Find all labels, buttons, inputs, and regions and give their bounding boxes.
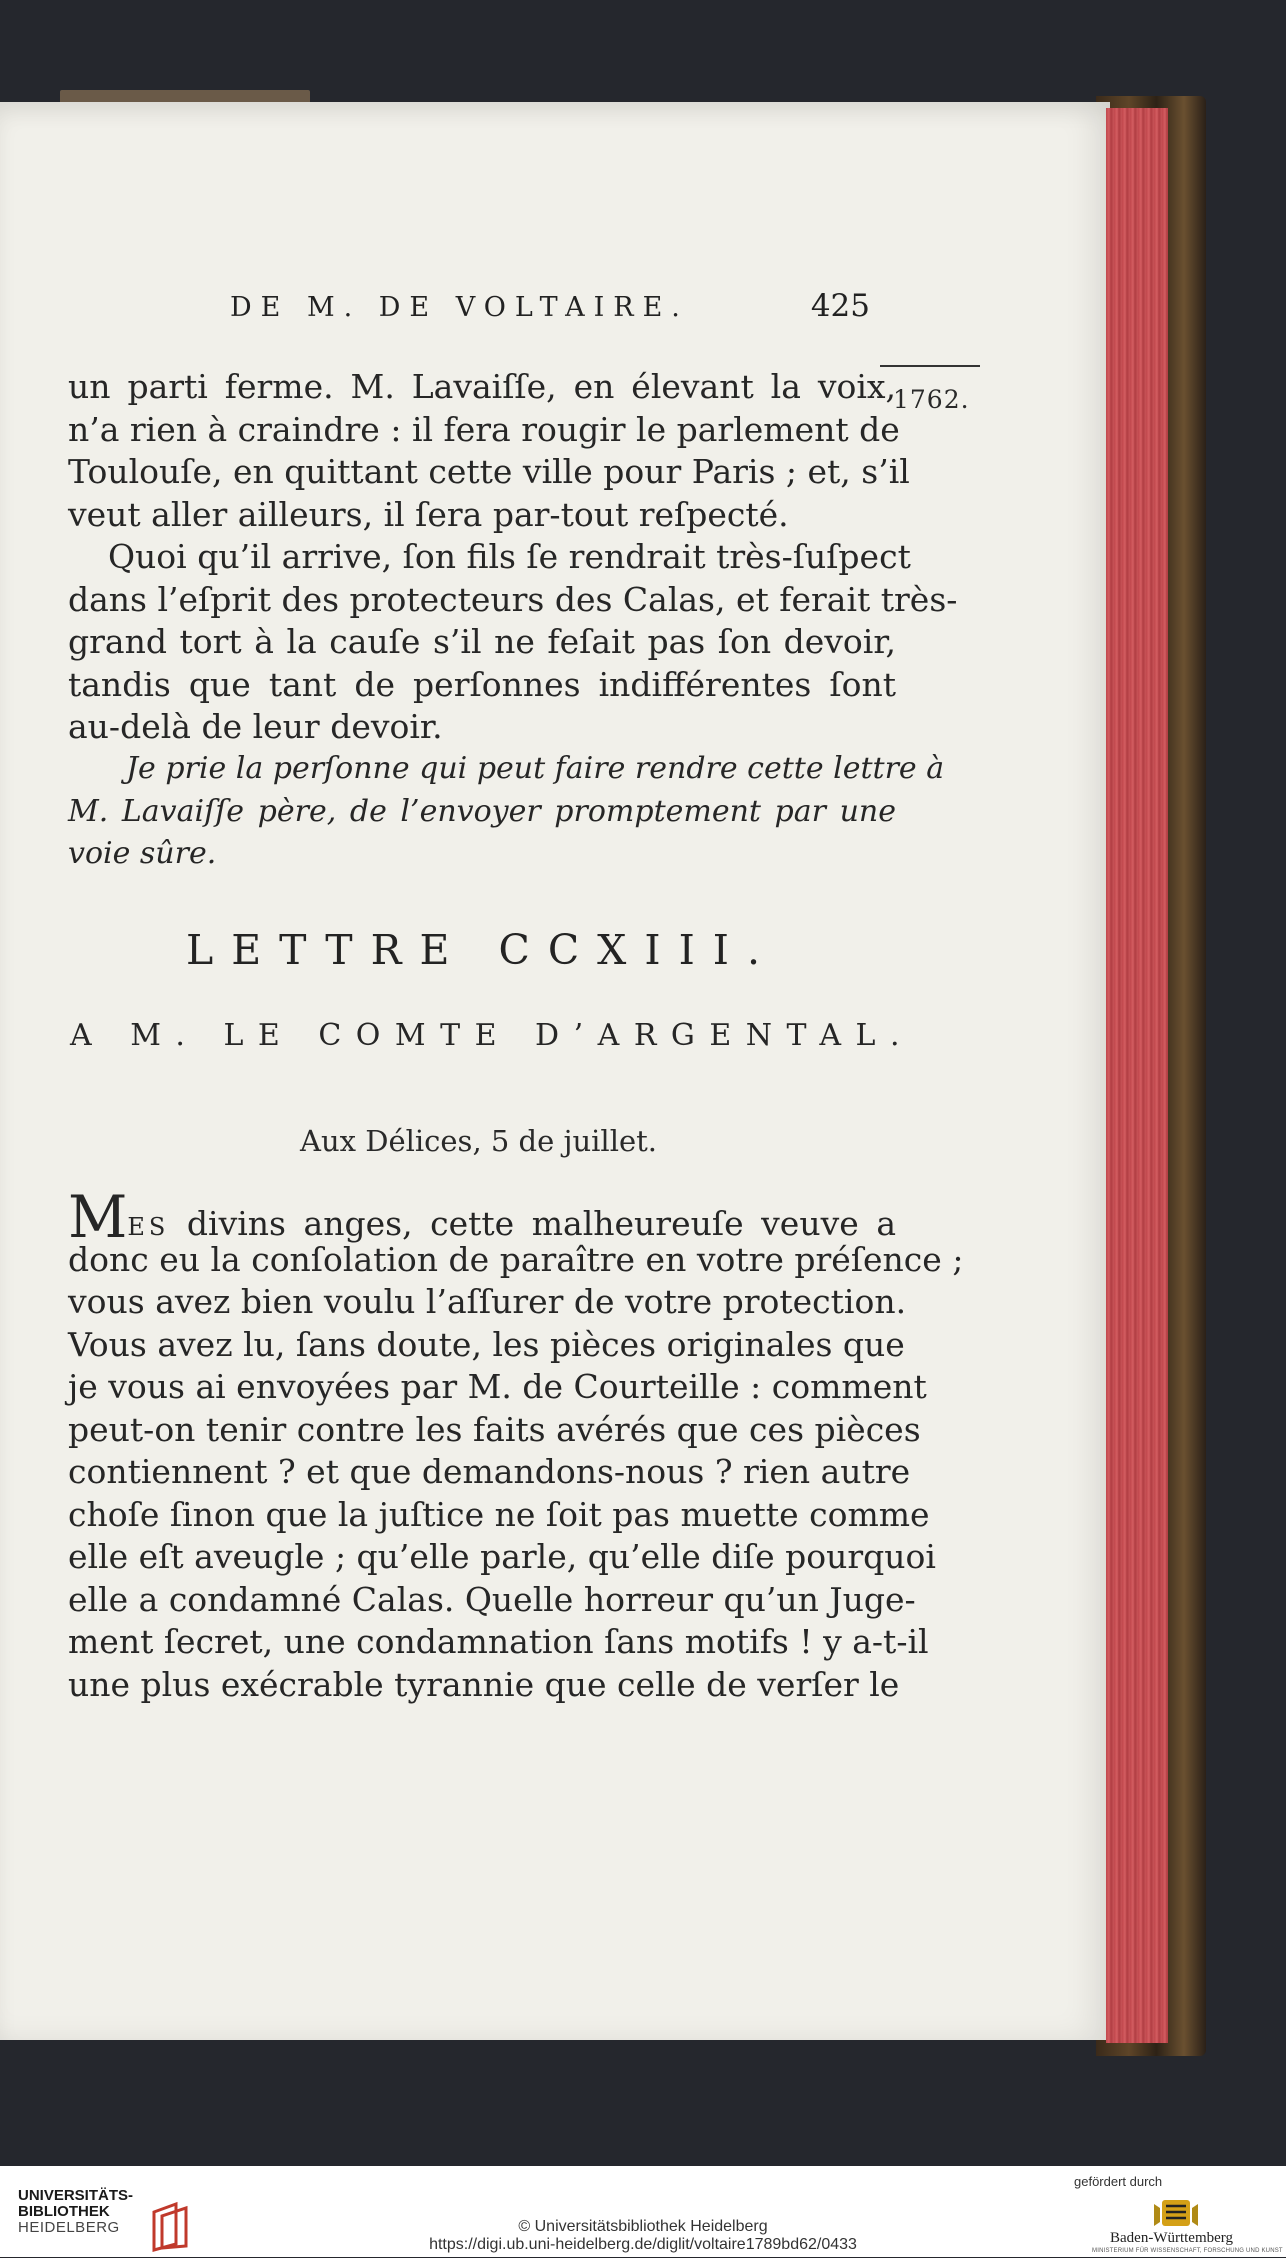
coat-of-arms-icon (1148, 2196, 1204, 2230)
page-number: 425 (810, 288, 870, 324)
text-line: un parti ferme. M. Lavaiſſe, en élevant la voix, (68, 367, 896, 406)
permalink[interactable]: https://digi.ub.uni-heidelberg.de/diglit/voltaire1789bd62/0433 (429, 2236, 857, 2253)
sponsor-subtitle: MINISTERIUM FÜR WISSENSCHAFT, FORSCHUNG UND KUNST (1092, 2248, 1283, 2254)
paragraph-1 (68, 366, 910, 536)
text-line: Toulouſe, en quittant cette ville pour Paris ; et, s’il (68, 452, 910, 491)
text-line: peut-on tenir contre les faits avérés que ces pièces (68, 1409, 921, 1449)
library-name-line-1: UNIVERSITÄTS- (18, 2187, 134, 2204)
margin-year: 1762. (893, 385, 970, 414)
text-line (68, 1183, 896, 1251)
letter-body (68, 1183, 964, 1706)
text-line: tandis que tant de perſonnes indifférentes ſont (68, 664, 896, 704)
postscript (68, 748, 945, 876)
funded-by-label: gefördert durch (1074, 2174, 1163, 2189)
text-line: choſe ſinon que la juſtice ne ſoit pas muette comme (68, 1494, 930, 1534)
sponsor-block (1074, 2174, 1283, 2254)
text-line: grand tort à la cauſe s’il ne feſait pas ſon devoir, (68, 622, 896, 661)
text-line: elle eſt aveugle ; qu’elle parle, qu’elle diſe pourquoi (68, 1537, 936, 1576)
text-line: une plus exécrable tyrannie que celle de verſer le (68, 1664, 900, 1704)
copyright-text: © Universitätsbibliothek Heidelberg (518, 2218, 768, 2235)
library-name-line-2: BIBLIOTHEK (18, 2203, 110, 2220)
running-head (230, 288, 870, 332)
text-line: elle a condamné Calas. Quelle horreur qu’un Juge- (68, 1579, 916, 1619)
letter-dateline: Aux Délices, 5 de juillet. (300, 1124, 658, 1158)
opening-smallcaps: ES (127, 1213, 170, 1241)
drop-cap: M (68, 1183, 128, 1251)
paragraph-2 (68, 536, 958, 749)
running-head-title: DE M. DE VOLTAIRE. (230, 292, 689, 323)
text-line: donc eu la conſolation de paraître en votre préſence ; (68, 1239, 964, 1279)
letter-heading: LETTRE CCXIII. (186, 926, 778, 974)
text-line: voie sûre. (68, 836, 217, 871)
footer-bar (0, 2166, 1286, 2257)
text-line: M. Lavaiſſe père, de l’envoyer promptement par une (68, 793, 896, 829)
opening-line-text: divins anges, cette malheureuſe veuve a (169, 1204, 896, 1243)
sponsor-name: Baden-Württemberg (1110, 2230, 1234, 2246)
text-line: ment ſecret, une condamnation ſans motifs ! y a-t-il (68, 1622, 929, 1661)
text-line: Je prie la perſonne qui peut faire rendre cette lettre à (126, 751, 945, 786)
library-name-line-3: HEIDELBERG (18, 2219, 120, 2236)
text-line: n’a rien à craindre : il fera rougir le parlement de (68, 409, 900, 449)
text-line: veut aller ailleurs, il ſera par-tout reſpecté. (68, 494, 789, 534)
text-line: vous avez bien voulu l’aſſurer de votre protection. (68, 1282, 907, 1321)
text-line: Vous avez lu, ſans doute, les pièces originales que (68, 1324, 905, 1364)
text-line: au-delà de leur devoir. (68, 707, 443, 746)
letter-addressee: A M. LE COMTE D’ARGENTAL. (70, 1018, 915, 1053)
text-line: contiennent ? et que demandons-nous ? rien autre (68, 1452, 911, 1491)
text-line: dans l’eſprit des protecteurs des Calas, et ferait très- (68, 579, 958, 619)
text-line: Quoi qu’il arrive, ſon fils ſe rendrait très-ſuſpect (108, 537, 911, 576)
red-page-edges (1106, 108, 1168, 2043)
text-line: je vous ai envoyées par M. de Courteille : comment (68, 1367, 927, 1406)
